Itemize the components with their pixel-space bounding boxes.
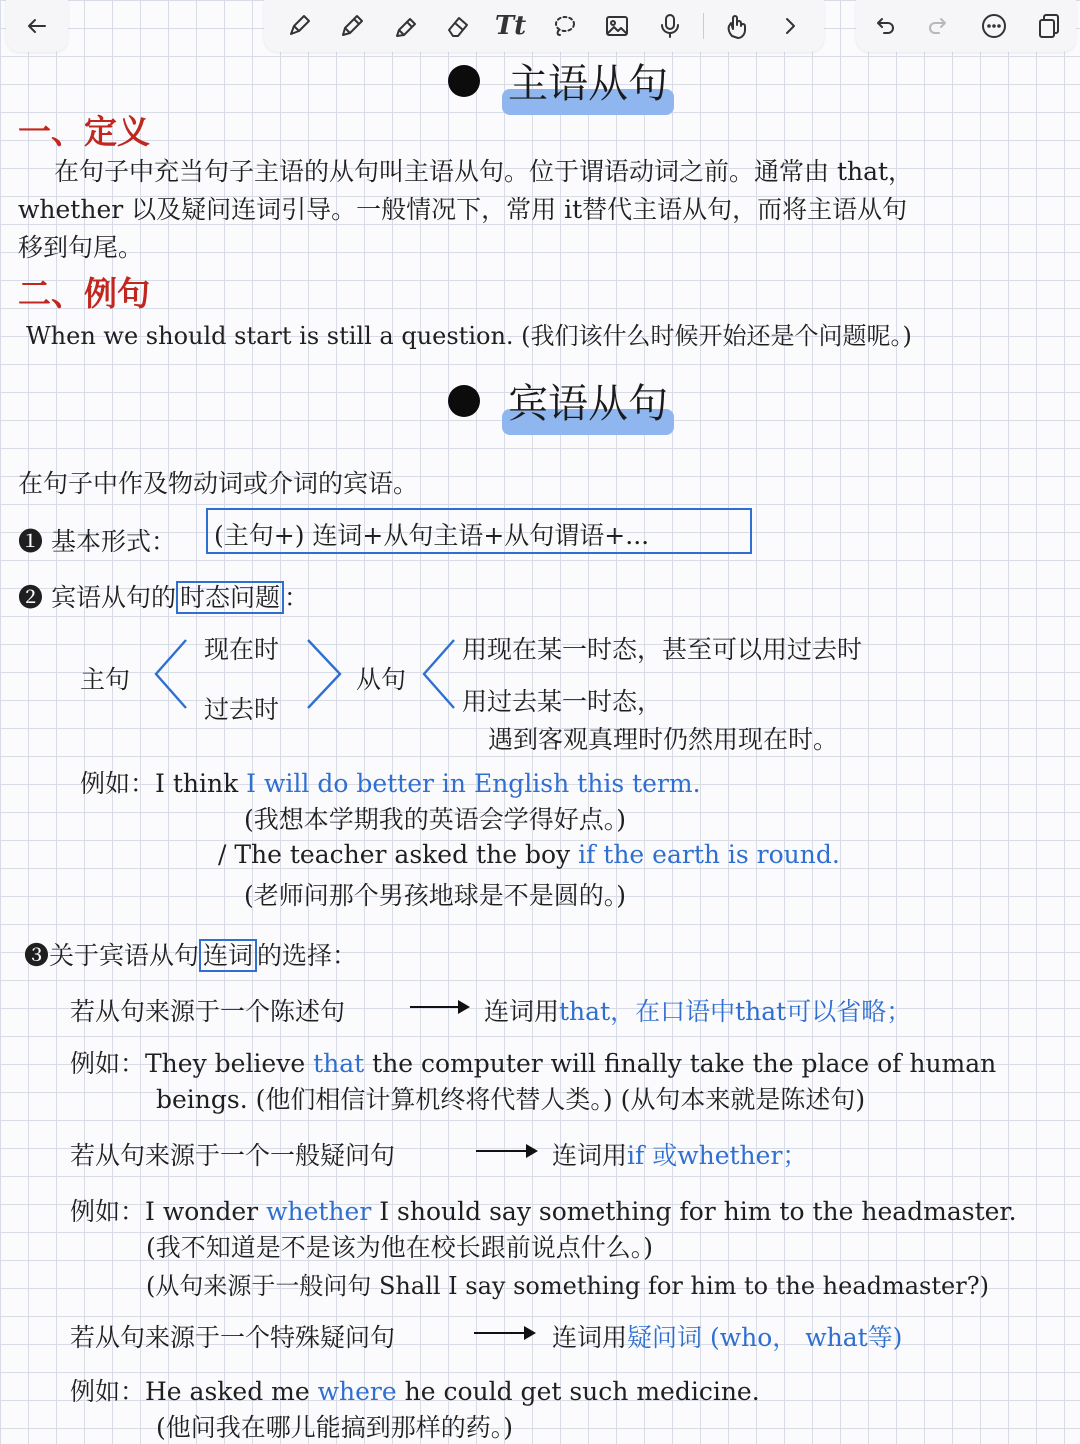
diagram-present: 现在时 bbox=[204, 635, 280, 664]
tense-heading-prefix: ❷ 宾语从句的 bbox=[18, 583, 176, 612]
rule-3-condition: 若从句来源于一个特殊疑问句 bbox=[70, 1323, 396, 1352]
rule-result-plain: 连词用 bbox=[552, 1141, 628, 1170]
example-conjunction: where bbox=[317, 1377, 397, 1406]
example-rest: I should say something for him to the headmaster. bbox=[371, 1197, 1017, 1226]
diagram-sub-clause: 从句 bbox=[356, 665, 407, 694]
basic-form-label: ❶ 基本形式： bbox=[18, 527, 176, 556]
lasso-icon[interactable] bbox=[544, 6, 584, 46]
rule-2-result bbox=[552, 1136, 807, 1172]
diagram-rule-3: 遇到客观真理时仍然用现在时。 bbox=[488, 725, 839, 754]
conjunction-heading bbox=[24, 936, 357, 972]
diagram-rule-2: 用过去某一时态， bbox=[462, 687, 663, 716]
diagram-past: 过去时 bbox=[204, 695, 280, 724]
conjunction-heading-prefix: ❸关于宾语从句 bbox=[24, 941, 200, 970]
rule-1-condition: 若从句来源于一个陈述句 bbox=[70, 997, 346, 1026]
tense-example-1-translation: (我想本学期我的英语会学得好点。) bbox=[244, 805, 627, 834]
rule-result-blue: that，在口语中that可以省略； bbox=[559, 997, 912, 1026]
arrow-right-icon bbox=[474, 1332, 532, 1334]
example-conjunction: whether bbox=[266, 1197, 372, 1226]
highlighter-icon[interactable] bbox=[385, 6, 425, 46]
tense-heading-suffix: ： bbox=[283, 583, 309, 612]
undo-icon[interactable] bbox=[864, 6, 904, 46]
rule-1-result bbox=[484, 992, 911, 1028]
text-tool-icon[interactable]: Tt bbox=[494, 11, 527, 41]
tense-heading-boxed: 时态问题 bbox=[176, 581, 284, 614]
bullet-dot bbox=[448, 65, 480, 97]
drawing-toolbar bbox=[264, 0, 824, 52]
example-conjunction: that bbox=[313, 1049, 365, 1078]
conjunction-heading-boxed: 连词 bbox=[199, 939, 257, 972]
toolbar-separator bbox=[703, 13, 704, 39]
rule-3-result bbox=[552, 1318, 902, 1354]
redo-icon[interactable] bbox=[919, 6, 959, 46]
toolbar-right bbox=[856, 0, 1076, 52]
rule-result-plain: 连词用 bbox=[552, 1323, 628, 1352]
image-icon[interactable] bbox=[597, 6, 637, 46]
example-prefix: 例如：I wonder bbox=[70, 1197, 267, 1226]
section-title-text: 主语从句 bbox=[502, 52, 674, 109]
section-title-object-clause bbox=[448, 372, 674, 429]
arrow-right-icon bbox=[476, 1150, 534, 1152]
right-angle-icon bbox=[304, 636, 344, 716]
tense-example-2-translation: (老师问那个男孩地球是不是圆的。) bbox=[244, 881, 627, 910]
example-prefix: / The teacher asked the boy bbox=[218, 840, 579, 869]
example-heading: 二、例句 bbox=[18, 274, 150, 313]
definition-heading: 一、定义 bbox=[18, 112, 150, 151]
pen-icon[interactable] bbox=[279, 6, 319, 46]
tense-example-2 bbox=[218, 840, 840, 869]
microphone-icon[interactable] bbox=[650, 6, 690, 46]
arrow-right-icon bbox=[410, 1006, 466, 1008]
rule-result-blue: 疑问词 (who， what等) bbox=[627, 1323, 903, 1352]
diagram-rule-1: 用现在某一时态，甚至可以用过去时 bbox=[462, 635, 863, 664]
example-prefix: 例如：I think bbox=[80, 769, 247, 798]
rule-result-plain: 连词用 bbox=[484, 997, 560, 1026]
rule-1-example bbox=[70, 1044, 996, 1080]
rule-result-blue: if 或whether； bbox=[627, 1141, 808, 1170]
example-rest: the computer will finally take the place of human bbox=[364, 1049, 997, 1078]
conjunction-heading-suffix: 的选择： bbox=[257, 941, 358, 970]
object-clause-intro: 在句子中作及物动词或介词的宾语。 bbox=[18, 469, 419, 498]
chevron-right-icon[interactable] bbox=[770, 6, 810, 46]
back-arrow-icon[interactable] bbox=[17, 6, 57, 46]
example-prefix: 例如：He asked me bbox=[70, 1377, 318, 1406]
rule-2-example-source: (从句来源于一般问句 Shall I say something for him to the headmaster?) bbox=[146, 1272, 989, 1300]
example-rest: he could get such medicine. bbox=[396, 1377, 760, 1406]
pencil-icon[interactable] bbox=[332, 6, 372, 46]
rule-2-example-translation: (我不知道是不是该为他在校长跟前说点什么。) bbox=[146, 1233, 654, 1262]
section-title-subject-clause bbox=[448, 52, 674, 109]
more-icon[interactable] bbox=[974, 6, 1014, 46]
example-clause: if the earth is round. bbox=[578, 840, 840, 869]
rule-2-example bbox=[70, 1192, 1017, 1228]
left-brace-icon bbox=[150, 636, 190, 716]
tense-heading bbox=[18, 578, 309, 614]
rule-3-example bbox=[70, 1372, 760, 1408]
definition-line-2: whether 以及疑问连词引导。一般情况下，常用 it替代主语从句，而将主语从句 bbox=[18, 195, 908, 224]
definition-line-1: 在句子中充当句子主语的从句叫主语从句。位于谓语动词之前。通常由 that， bbox=[54, 157, 914, 186]
pages-icon[interactable] bbox=[1029, 6, 1069, 46]
rule-1-example-line-2: beings. (他们相信计算机终将代替人类。) (从句本来就是陈述句) bbox=[156, 1085, 866, 1114]
subject-clause-example: When we should start is still a question. (我们该什么时候开始还是个问题呢。) bbox=[26, 322, 912, 350]
touch-draw-icon[interactable] bbox=[717, 6, 757, 46]
rule-3-example-translation: (他问我在哪儿能搞到那样的药。) bbox=[156, 1413, 514, 1442]
basic-form-formula: (主句+) 连词+从句主语+从句谓语+... bbox=[206, 508, 752, 554]
tense-example-1 bbox=[80, 764, 701, 800]
example-prefix: 例如：They believe bbox=[70, 1049, 314, 1078]
definition-line-3: 移到句尾。 bbox=[18, 233, 144, 262]
left-brace-icon bbox=[418, 636, 458, 716]
bullet-dot bbox=[448, 385, 480, 417]
example-clause: I will do better in English this term. bbox=[246, 769, 701, 798]
toolbar-left bbox=[6, 0, 68, 52]
rule-2-condition: 若从句来源于一个一般疑问句 bbox=[70, 1141, 396, 1170]
diagram-main-clause: 主句 bbox=[80, 665, 131, 694]
eraser-icon[interactable] bbox=[438, 6, 478, 46]
section-title-text: 宾语从句 bbox=[502, 372, 674, 429]
